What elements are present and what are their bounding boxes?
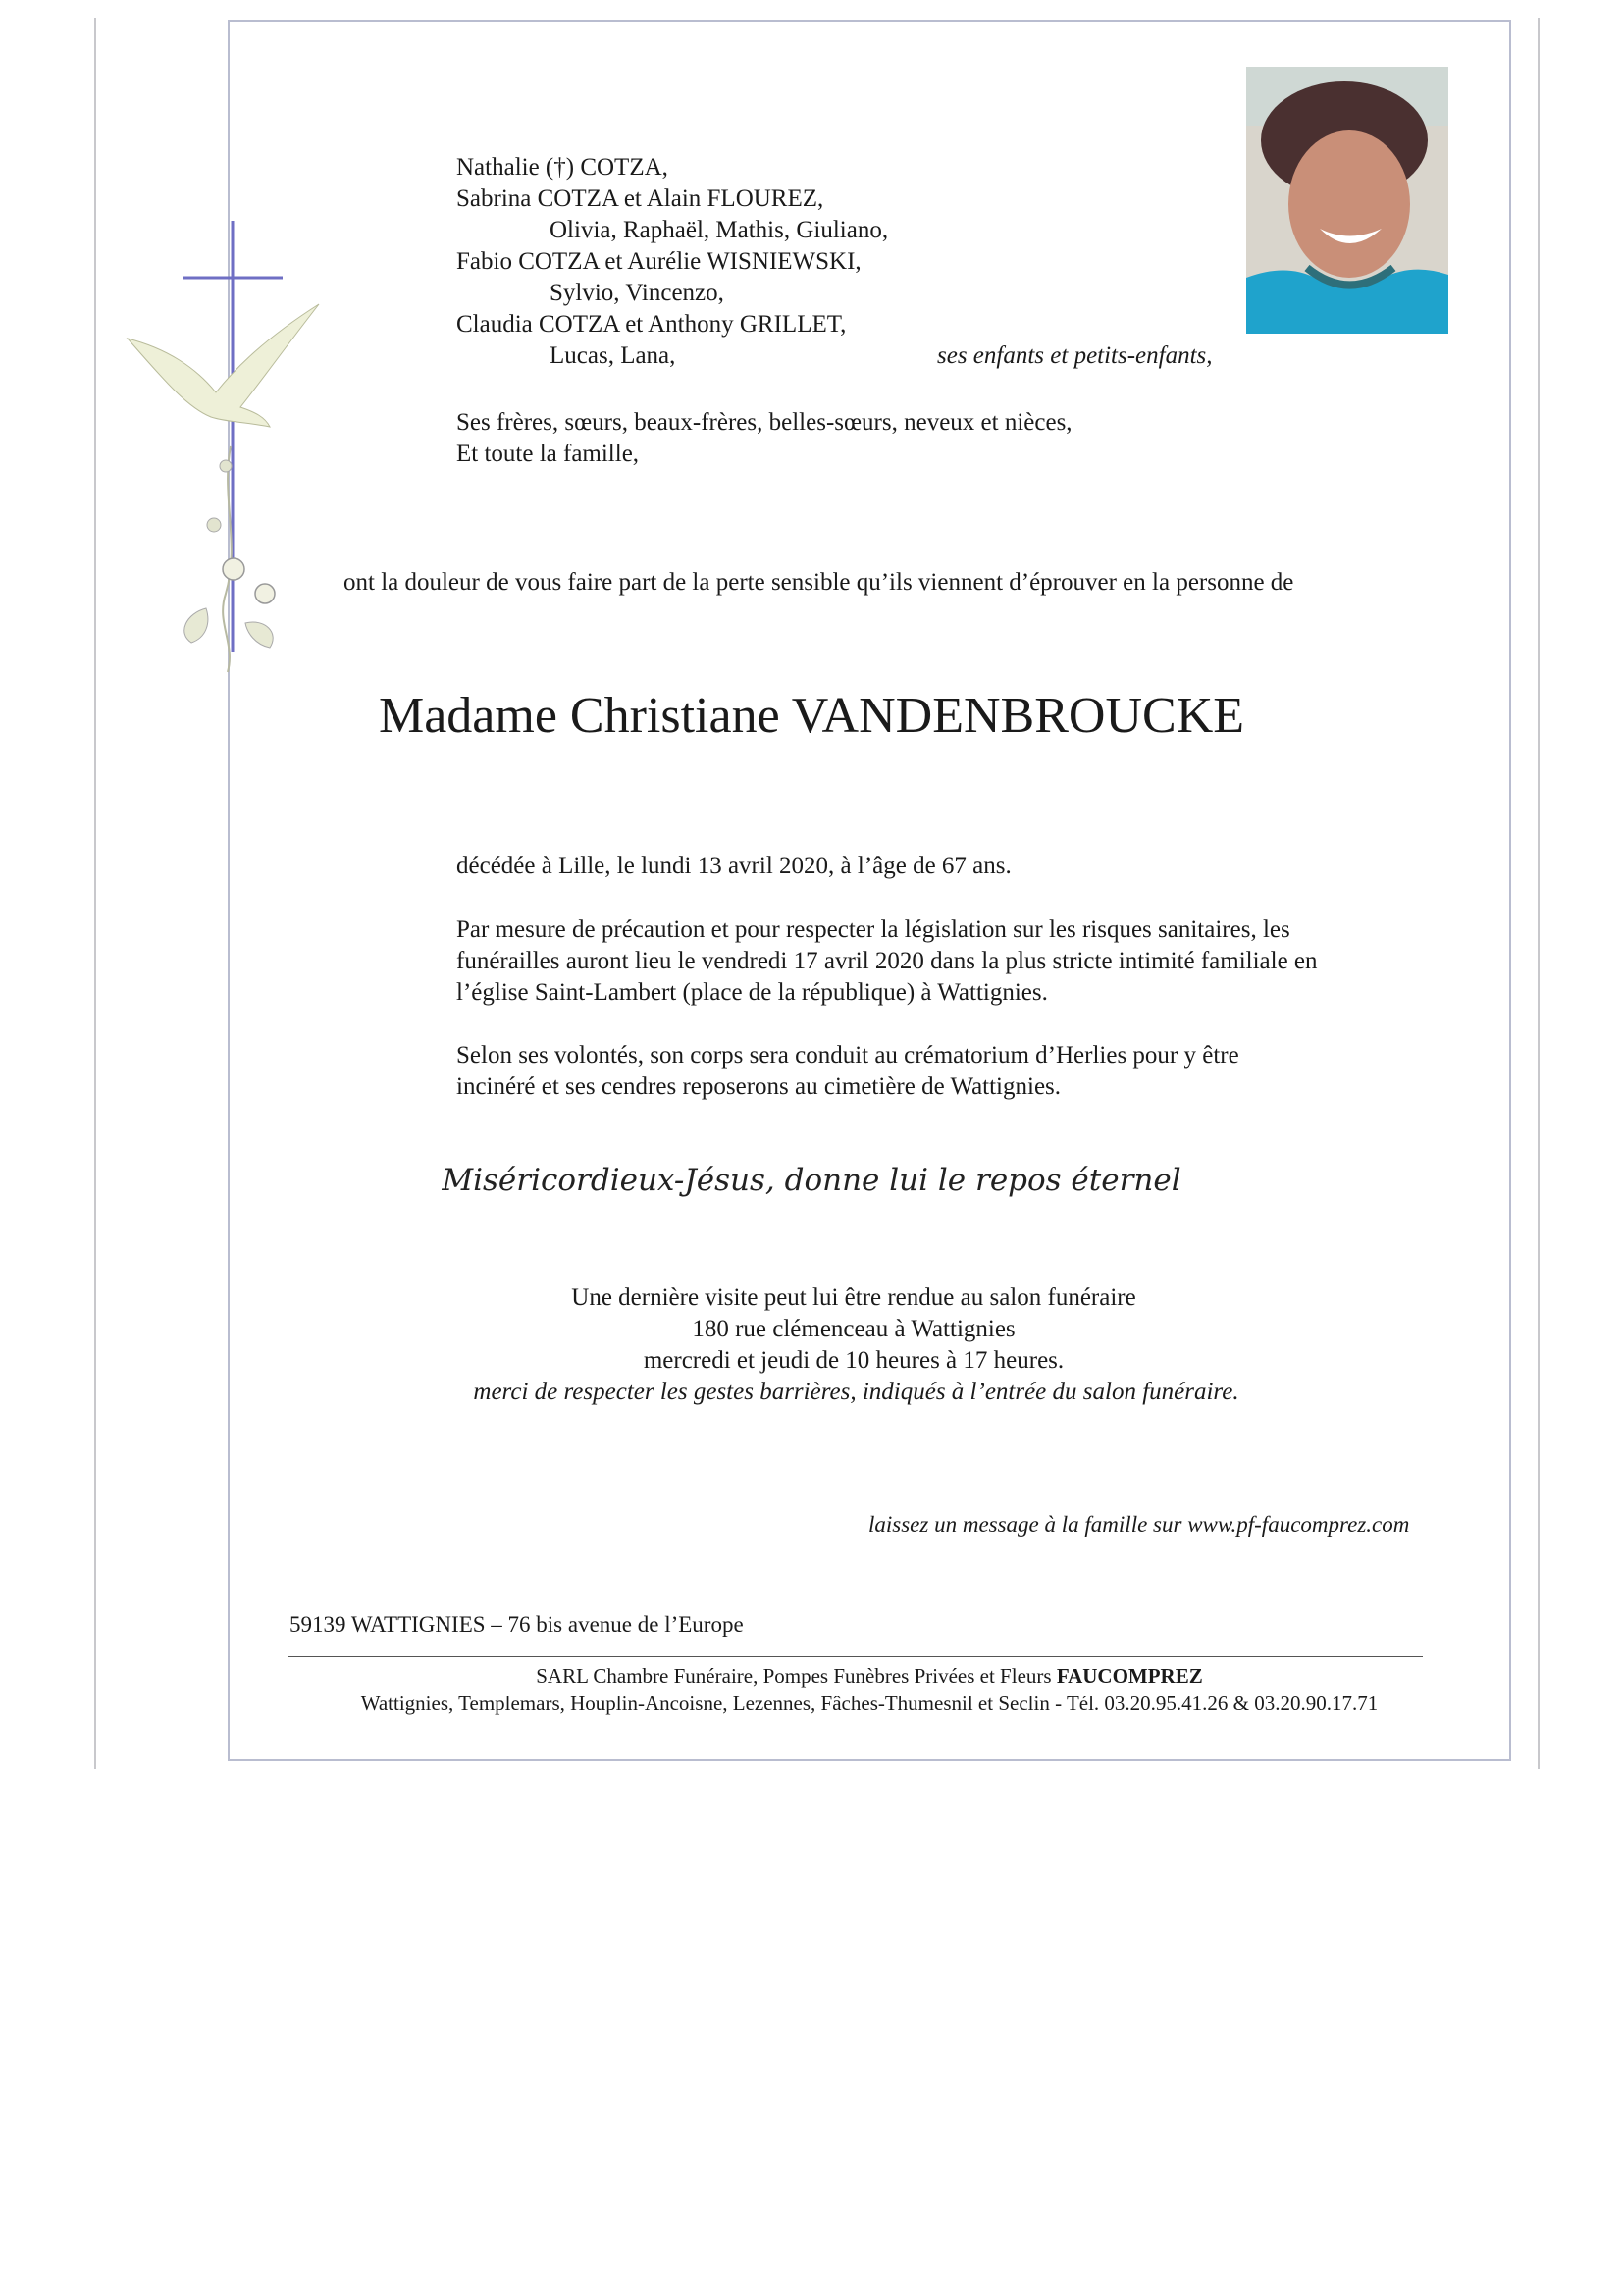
family-line: Nathalie (†) COTZA, <box>456 154 668 181</box>
web-message: laissez un message à la famille sur www.pf-faucomprez.com <box>868 1512 1410 1537</box>
extended-family-line: Et toute la famille, <box>456 441 640 467</box>
company-line <box>228 1661 1511 1691</box>
family-line: Lucas, Lana, <box>550 342 676 369</box>
flower-bloom-icon <box>255 584 275 603</box>
family-line: Sabrina COTZA et Alain FLOUREZ, <box>456 185 824 212</box>
prayer-line: Miséricordieux-Jésus, donne lui le repos éternel <box>442 1163 1181 1198</box>
death-info: décédée à Lille, le lundi 13 avril 2020, à l’âge de 67 ans. <box>456 853 1012 879</box>
wishes-line: incinéré et ses cendres reposerons au cimetière de Wattignies. <box>456 1073 1062 1100</box>
company-name: FAUCOMPREZ <box>1056 1664 1203 1688</box>
family-role: ses enfants et petits-enfants, <box>937 342 1213 369</box>
funeral-home-address: 59139 WATTIGNIES – 76 bis avenue de l’Europe <box>289 1612 744 1637</box>
cross-dove-decoration <box>118 221 343 682</box>
extended-family <box>456 407 1073 470</box>
family-line: Claudia COTZA et Anthony GRILLET, <box>456 311 847 338</box>
visit-line: 180 rue clémenceau à Wattignies <box>692 1316 1016 1342</box>
funeral-line: l’église Saint-Lambert (place de la république) à Wattignies. <box>456 979 1048 1006</box>
visit-line: Une dernière visite peut lui être rendue au salon funéraire <box>571 1284 1136 1311</box>
wishes-info <box>456 1040 1239 1103</box>
wishes-line: Selon ses volontés, son corps sera conduit au crématorium d’Herlies pour y être <box>456 1042 1239 1069</box>
leaf-icon <box>245 622 273 648</box>
flower-bud-icon <box>220 460 232 472</box>
family-line: Olivia, Raphaël, Mathis, Giuliano, <box>550 217 889 243</box>
visit-line: mercredi et jeudi de 10 heures à 17 heures. <box>643 1347 1065 1374</box>
flower-bloom-icon <box>223 558 244 580</box>
company-prefix: SARL Chambre Funéraire, Pompes Funèbres Privées et Fleurs <box>536 1664 1052 1688</box>
portrait-photo <box>1246 67 1448 334</box>
funeral-line: Par mesure de précaution et pour respecter la législation sur les risques sanitaires, les <box>456 916 1290 943</box>
flower-bud-icon <box>207 518 221 532</box>
funeral-info <box>456 914 1318 1009</box>
footer-divider <box>288 1656 1423 1657</box>
extended-family-line: Ses frères, sœurs, beaux-frères, belles-sœurs, neveux et nièces, <box>456 409 1073 436</box>
family-list <box>456 152 888 372</box>
announcement-text: ont la douleur de vous faire part de la perte sensible qu’ils viennent d’éprouver en la personne de <box>343 569 1294 596</box>
dove-icon <box>128 304 319 427</box>
family-line: Sylvio, Vincenzo, <box>550 280 724 306</box>
visit-note: merci de respecter les gestes barrières, indiqués à l’entrée du salon funéraire. <box>473 1379 1239 1405</box>
visit-info <box>412 1282 1295 1377</box>
right-scan-edge <box>1538 18 1540 1769</box>
family-line: Fabio COTZA et Aurélie WISNIEWSKI, <box>456 248 862 275</box>
funeral-line: funérailles auront lieu le vendredi 17 avril 2020 dans la plus stricte intimité familiale en <box>456 948 1318 974</box>
left-scan-edge <box>94 18 96 1769</box>
deceased-name: Madame Christiane VANDENBROUCKE <box>378 688 1245 744</box>
leaf-icon <box>184 608 208 643</box>
company-locations: Wattignies, Templemars, Houplin-Ancoisne, Lezennes, Fâches-Thumesnil et Seclin - Tél. 03.20.95.41.26 & 03.20.90.17.71 <box>360 1692 1379 1715</box>
